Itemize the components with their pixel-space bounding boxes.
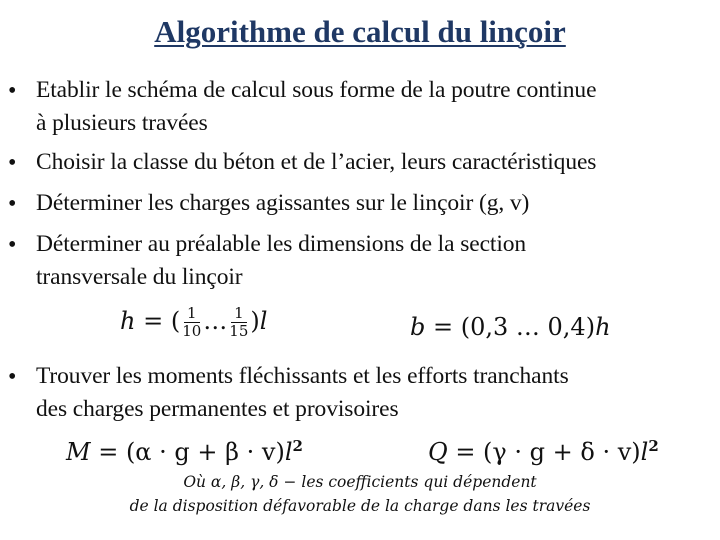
coefficients-note-line-1: Où α, β, γ, δ − les coefficients qui dépendent bbox=[183, 473, 537, 491]
formula-b: b = (0,3 … 0,4)h bbox=[410, 313, 611, 341]
bullet-4-line-1: Déterminer au préalable les dimensions de la section bbox=[36, 231, 527, 257]
formula-moment: $M = (\alpha \cdot g + \beta \cdot v)l^2$ bbox=[66, 437, 303, 466]
bullet-1-line-1: Etablir le schéma de calcul sous forme de la poutre continue bbox=[36, 77, 597, 103]
bullet-4-line-2: transversale du linçoir bbox=[36, 264, 243, 290]
slide-title: Algorithme de calcul du linçoir bbox=[154, 14, 566, 49]
bullet-5-line-2: des charges permanentes et provisoires bbox=[36, 396, 399, 422]
fraction-1-15: $\frac{1}{15}$ bbox=[229, 304, 249, 340]
fraction-1-10: $\frac{1}{10}$ bbox=[182, 304, 202, 340]
bullet-marker: • bbox=[8, 232, 17, 258]
bullet-marker: • bbox=[8, 78, 17, 104]
formula-h: h = ( $\frac{1}{10}$ … $\frac{1}{15}$ )l bbox=[120, 304, 268, 340]
bullet-marker: • bbox=[8, 150, 17, 176]
coefficients-note-line-2: de la disposition défavorable de la charge dans les travées bbox=[129, 497, 591, 515]
formula-shear: $Q = (\gamma \cdot g + \delta \cdot v)l^2$ bbox=[428, 437, 659, 466]
bullet-3-line-1: Déterminer les charges agissantes sur le linçoir (g, v) bbox=[36, 190, 530, 216]
bullet-2-line-1: Choisir la classe du béton et de l’acier, leurs caractéristiques bbox=[36, 149, 597, 175]
bullet-1-line-2: à plusieurs travées bbox=[36, 110, 208, 136]
bullet-marker: • bbox=[8, 364, 17, 390]
bullet-5-line-1: Trouver les moments fléchissants et les efforts tranchants bbox=[36, 363, 569, 389]
bullet-marker: • bbox=[8, 191, 17, 217]
